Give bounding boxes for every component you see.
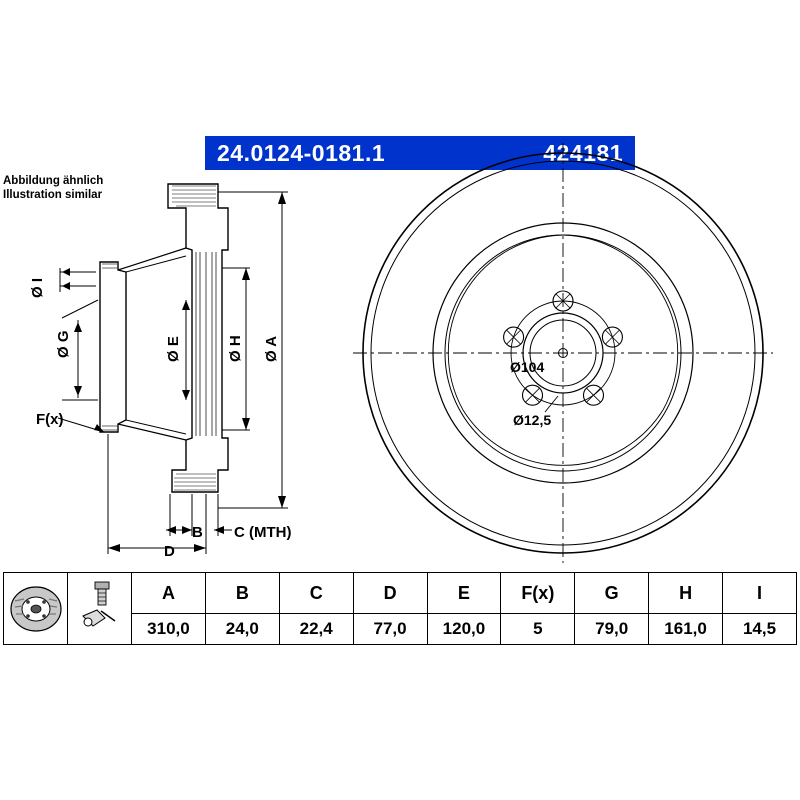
section-view-labels bbox=[29, 278, 291, 560]
specification-table bbox=[3, 572, 797, 645]
table-header-row bbox=[4, 573, 797, 614]
label-b: B bbox=[192, 524, 203, 541]
label-c: C (MTH) bbox=[234, 524, 292, 541]
part-number: 24.0124-0181.1 bbox=[217, 139, 386, 166]
label-pcd: Ø104 bbox=[510, 359, 545, 375]
table-value-a: 310,0 bbox=[132, 614, 206, 645]
table-value-fx: 5 bbox=[501, 614, 575, 645]
table-value-b: 24,0 bbox=[205, 614, 279, 645]
brake-disc-icon-svg bbox=[8, 583, 64, 635]
article-number: 424181 bbox=[543, 139, 623, 166]
face-view-centerlines bbox=[353, 143, 773, 563]
label-diameter-a: Ø A bbox=[263, 335, 280, 362]
table-header-c: C bbox=[279, 573, 353, 614]
illustration-note-de: Abbildung ähnlich bbox=[3, 175, 104, 187]
illustration-note-en: Illustration similar bbox=[3, 189, 103, 201]
table-header-b: B bbox=[205, 573, 279, 614]
table-header-fx: F(x) bbox=[501, 573, 575, 614]
table-value-i: 14,5 bbox=[723, 614, 797, 645]
table-value-d: 77,0 bbox=[353, 614, 427, 645]
label-d: D bbox=[164, 543, 175, 560]
label-fx: F(x) bbox=[36, 411, 64, 428]
bolt-and-caliper-icon bbox=[68, 573, 132, 645]
table-header-a: A bbox=[132, 573, 206, 614]
label-diameter-i: Ø I bbox=[29, 277, 46, 298]
label-diameter-g: Ø G bbox=[55, 330, 72, 358]
table-header-e: E bbox=[427, 573, 501, 614]
brake-disc-icon bbox=[4, 573, 68, 645]
table-value-g: 79,0 bbox=[575, 614, 649, 645]
table-header-h: H bbox=[649, 573, 723, 614]
table-header-i: I bbox=[723, 573, 797, 614]
table-value-c: 22,4 bbox=[279, 614, 353, 645]
disc-section-view bbox=[100, 184, 228, 492]
label-diameter-h: Ø H bbox=[227, 335, 244, 362]
label-diameter-e: Ø E bbox=[165, 336, 182, 362]
section-dimension-lines bbox=[58, 192, 288, 554]
table-value-h: 161,0 bbox=[649, 614, 723, 645]
table-header-g: G bbox=[575, 573, 649, 614]
table-value-e: 120,0 bbox=[427, 614, 501, 645]
table-header-d: D bbox=[353, 573, 427, 614]
label-bolt-hole: Ø12,5 bbox=[513, 412, 552, 428]
bolt-and-caliper-icon-svg bbox=[75, 578, 125, 640]
